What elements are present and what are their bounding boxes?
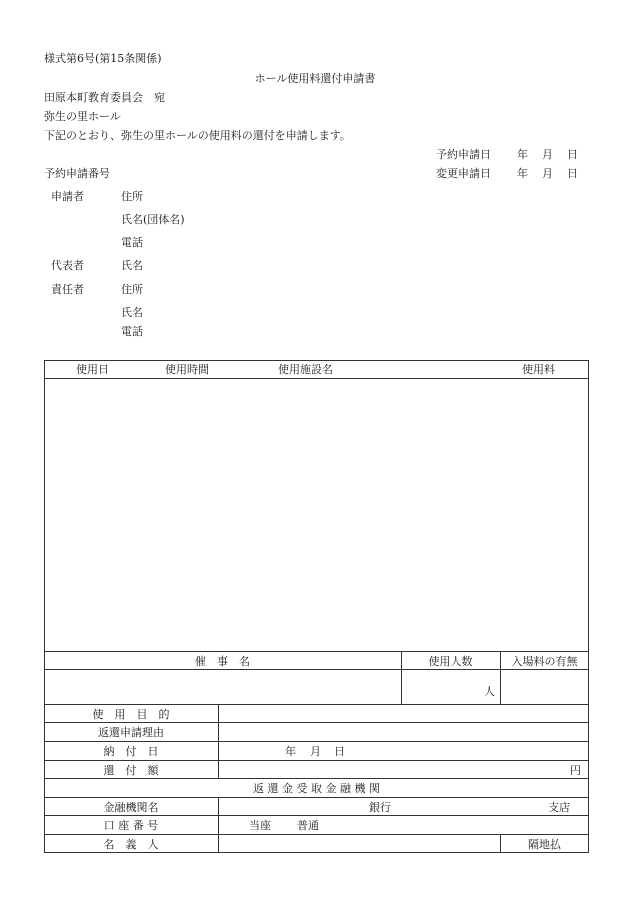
account-holder-label: 名 義 人 <box>103 838 159 851</box>
event-name-field[interactable] <box>45 670 400 703</box>
divider <box>44 651 589 652</box>
branch-suffix: 支店 <box>548 801 570 814</box>
responsible-heading: 責任者 <box>51 283 84 296</box>
account-holder-field[interactable] <box>219 835 499 852</box>
pay-date-year: 年 <box>285 745 296 758</box>
reason-field[interactable] <box>219 723 588 740</box>
remote-payment-label: 隔地払 <box>528 838 561 851</box>
applicant-heading: 申請者 <box>51 190 84 203</box>
divider <box>44 778 589 779</box>
addressee: 田原本町教育委員会 宛 <box>44 91 165 104</box>
usage-time-header: 使用時間 <box>165 363 209 376</box>
divider <box>44 797 589 798</box>
form-number: 様式第6号(第15条関係) <box>44 52 162 65</box>
current-account-option[interactable]: 当座 <box>249 819 271 832</box>
reservation-date-year: 年 <box>517 148 528 161</box>
change-date-month: 月 <box>542 167 553 180</box>
reservation-date-label: 予約申請日 <box>436 148 491 161</box>
document-title: ホール使用料還付申請書 <box>254 72 376 85</box>
change-date-year: 年 <box>517 167 528 180</box>
change-date-label: 変更申請日 <box>436 167 491 180</box>
event-name-header: 催 事 名 <box>195 655 250 668</box>
refund-amount-label: 還 付 額 <box>103 764 159 777</box>
bank-section-heading: 返 還 金 受 取 金 融 機 関 <box>253 782 380 795</box>
bank-suffix: 銀行 <box>369 801 391 814</box>
divider <box>44 815 589 816</box>
applicant-phone-label: 電話 <box>121 236 143 249</box>
responsible-address-label: 住所 <box>121 283 143 296</box>
usage-entry-area[interactable] <box>45 379 588 650</box>
representative-heading: 代表者 <box>51 259 84 272</box>
usage-date-header: 使用日 <box>76 363 109 376</box>
institution-label: 金融機関名 <box>103 801 159 814</box>
admission-header: 入場料の有無 <box>511 655 578 668</box>
applicant-name-label: 氏名(団体名) <box>121 213 185 226</box>
facility-header: 使用施設名 <box>278 363 333 376</box>
pay-date-month: 月 <box>310 745 321 758</box>
purpose-field[interactable] <box>219 705 588 722</box>
change-date-day: 日 <box>567 167 578 180</box>
pay-date-day: 日 <box>334 745 345 758</box>
divider <box>44 741 589 742</box>
responsible-phone-label: 電話 <box>121 325 143 338</box>
hall-name: 弥生の里ホール <box>44 110 121 123</box>
pay-date-label: 納 付 日 <box>103 745 159 758</box>
representative-name-label: 氏名 <box>121 259 143 272</box>
ordinary-account-option[interactable]: 普通 <box>297 819 319 832</box>
admission-field[interactable] <box>501 670 588 703</box>
yen-unit: 円 <box>570 764 581 777</box>
attendees-header: 使用人数 <box>428 655 473 668</box>
reason-label: 返還申請理由 <box>98 726 164 739</box>
account-number-label: 口 座 番 号 <box>103 819 159 832</box>
intro-text: 下記のとおり、弥生の里ホールの使用料の還付を申請します。 <box>44 129 351 142</box>
reservation-date-day: 日 <box>567 148 578 161</box>
applicant-address-label: 住所 <box>121 190 143 203</box>
purpose-label: 使 用 目 的 <box>92 708 170 721</box>
reservation-number-label: 予約申請番号 <box>44 167 110 180</box>
person-unit: 人 <box>484 685 495 698</box>
refund-amount-field[interactable] <box>219 761 569 778</box>
responsible-name-label: 氏名 <box>121 306 143 319</box>
fee-header: 使用料 <box>522 363 555 376</box>
reservation-date-month: 月 <box>542 148 553 161</box>
